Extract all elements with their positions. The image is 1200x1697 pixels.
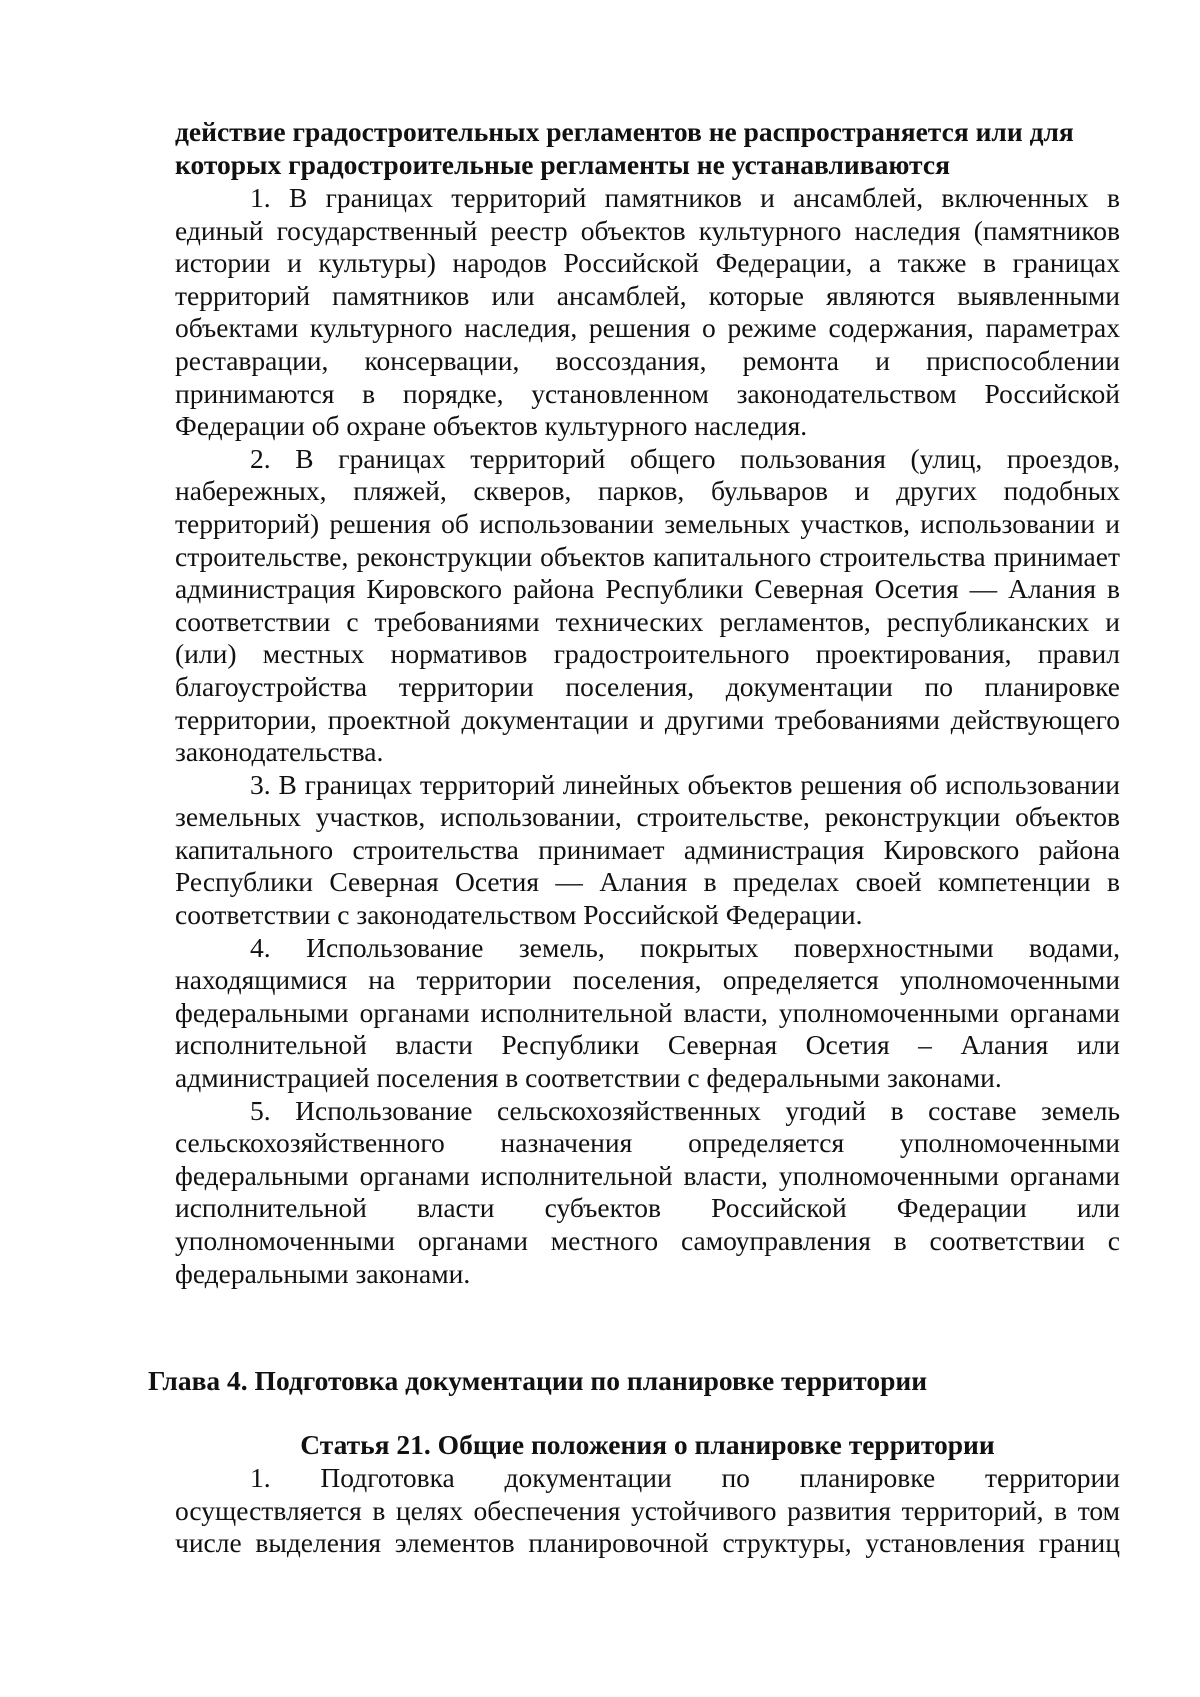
article-line: числе выделения элементов планировочной структуры, установления границ: [175, 1527, 1120, 1559]
article-title: Статья 21. Общие положения о планировке территории: [300, 1429, 995, 1460]
paragraph-3: 3. В границах территорий линейных объектов решения об использовании земельных участков, использовании, строительстве, реконструкции объектов капитального строительства принимает администрация Кировского района Республики Северная Осетия — Алания в пределах своей компетенции в соответствии с законодательством Российской Федерации.: [175, 768, 1120, 931]
paragraph-4: 4. Использование земель, покрытых поверхностными водами, находящимися на территории поселения, определяется уполномоченными федеральными органами исполнительной власти, уполномоченными органами исполнительной власти Республики Северная Осетия – Алания или администрацией поселения в соответствии с федеральными законами.: [175, 931, 1120, 1094]
paragraph-2: 2. В границах территорий общего пользования (улиц, проездов, набережных, пляжей, скверов, парков, бульваров и других подобных территорий) решения об использовании земельных участков, использовании и строительстве, реконструкции объектов капитального строительства принимает администрация Кировского района Республики Северная Осетия — Алания в соответствии с требованиями технических регламентов, республиканских и (или) местных нормативов градостроительного проектирования, правил благоустройства территории поселения, документации по планировке территории, проектной документации и другими требованиями действующего законодательства.: [175, 442, 1120, 768]
heading-line: которых градостроительные регламенты не устанавливаются: [175, 148, 950, 180]
article-line: осуществляется в целях обеспечения устойчивого развития территорий, в том: [175, 1494, 1120, 1526]
paragraph-1: 1. В границах территорий памятников и ансамблей, включенных в единый государственный реестр объектов культурного наследия (памятников истории и культуры) народов Российской Федерации, а также в границах территорий памятников или ансамблей, которые являются выявленными объектами культурного наследия, решения о режиме содержания, параметрах реставрации, консервации, воссоздания, ремонта и приспособлении принимаются в порядке, установленном законодательством Российской Федерации об охране объектов культурного наследия.: [175, 182, 1120, 442]
article-heading-continuation: [175, 116, 1120, 181]
paragraph-5: 5. Использование сельскохозяйственных угодий в составе земель сельскохозяйственного назначения определяется уполномоченными федеральными органами исполнительной власти, уполномоченными органами исполнительной власти субъектов Российской Федерации или уполномоченными органами местного самоуправления в соответствии с федеральными законами.: [175, 1094, 1120, 1289]
article-text: [175, 1462, 1120, 1560]
paragraph-list: [175, 182, 1120, 1290]
chapter-title: Глава 4. Подготовка документации по планировке территории: [148, 1365, 928, 1396]
article-line: 1. Подготовка документации по планировке территории: [250, 1462, 1120, 1493]
heading-line: действие градостроительных регламентов не распространяется или для: [175, 116, 1074, 147]
